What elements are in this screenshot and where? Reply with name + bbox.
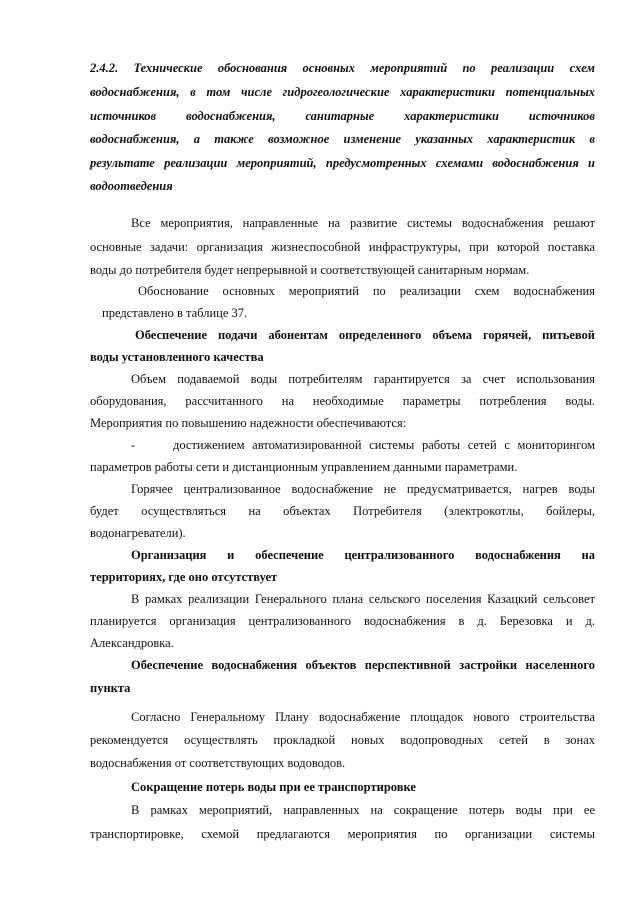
paragraph-line: оборудования, рассчитанного на необходимые параметры потребления воды. <box>90 394 595 408</box>
paragraph-line: Мероприятия по повышению надежности обеспечиваются: <box>90 416 407 430</box>
paragraph-line: Александровка. <box>90 636 174 650</box>
paragraph-line: водонагреватели). <box>90 526 186 540</box>
section-title-line: Организация и обеспечение централизованного водоснабжения на <box>131 548 595 562</box>
paragraph-line: рекомендуется осуществлять прокладкой новых водопроводных сетей в зонах <box>90 733 595 747</box>
paragraph-line: планируется организация централизованного водоснабжения в д. Березовка и д. <box>90 614 595 628</box>
paragraph-line: В рамках реализации Генерального плана сельского поселения Казацкий сельсовет <box>131 592 595 606</box>
paragraph-line: представлено в таблице 37. <box>102 306 248 320</box>
section-title-line: Обеспечение водоснабжения объектов перспективной застройки населенного <box>131 658 595 672</box>
bullet-text-line: достижением автоматизированной системы работы сетей с мониторингом <box>173 438 595 452</box>
bullet-text-line: параметров работы сети и дистанционным управлением данными параметрами. <box>90 460 518 474</box>
paragraph-line: основные задачи: организация жизнеспособной инфраструктуры, при которой поставка <box>90 240 595 254</box>
heading-line: водоотведения <box>90 179 173 193</box>
section-title-line: Сокращение потерь воды при ее транспортировке <box>131 780 416 794</box>
heading-line: результате реализации мероприятий, предусмотренных схемами водоснабжения и <box>90 156 595 170</box>
section-title-line: пункта <box>90 681 131 695</box>
paragraph-line: водоснабжения от соответствующих водоводов. <box>90 756 346 770</box>
paragraph-line: Объем подаваемой воды потребителям гарантируется за счет использования <box>131 372 595 386</box>
paragraph-line: будет осуществляться на объектах Потребителя (электрокотлы, бойлеры, <box>90 504 595 518</box>
heading-line: источников водоснабжения, санитарные характеристики источников <box>90 109 595 123</box>
section-title-line: воды установленного качества <box>90 350 264 364</box>
paragraph-line: Обоснование основных мероприятий по реализации схем водоснабжения <box>138 284 595 298</box>
paragraph-line: В рамках мероприятий, направленных на сокращение потерь воды при ее <box>131 803 595 817</box>
bullet-marker: - <box>131 438 136 452</box>
heading-line: водоснабжения, а также возможное изменение указанных характеристик в <box>90 132 595 146</box>
section-title-line: территориях, где оно отсутствует <box>90 570 278 584</box>
paragraph-line: Все мероприятия, направленные на развитие системы водоснабжения решают <box>131 216 595 230</box>
paragraph-line: воды до потребителя будет непрерывной и соответствующей санитарным нормам. <box>90 263 530 277</box>
heading-line: 2.4.2. Технические обоснования основных мероприятий по реализации схем <box>90 61 595 75</box>
paragraph-line: транспортировке, схемой предлагаются мероприятия по организации системы <box>90 827 595 841</box>
section-title-line: Обеспечение подачи абонентам определенного объема горячей, питьевой <box>135 328 595 342</box>
heading-line: водоснабжения, в том числе гидрогеологические характеристики потенциальных <box>90 85 595 99</box>
paragraph-line: Горячее централизованное водоснабжение не предусматривается, нагрев воды <box>131 482 595 496</box>
paragraph-line: Согласно Генеральному Плану водоснабжение площадок нового строительства <box>131 710 595 724</box>
